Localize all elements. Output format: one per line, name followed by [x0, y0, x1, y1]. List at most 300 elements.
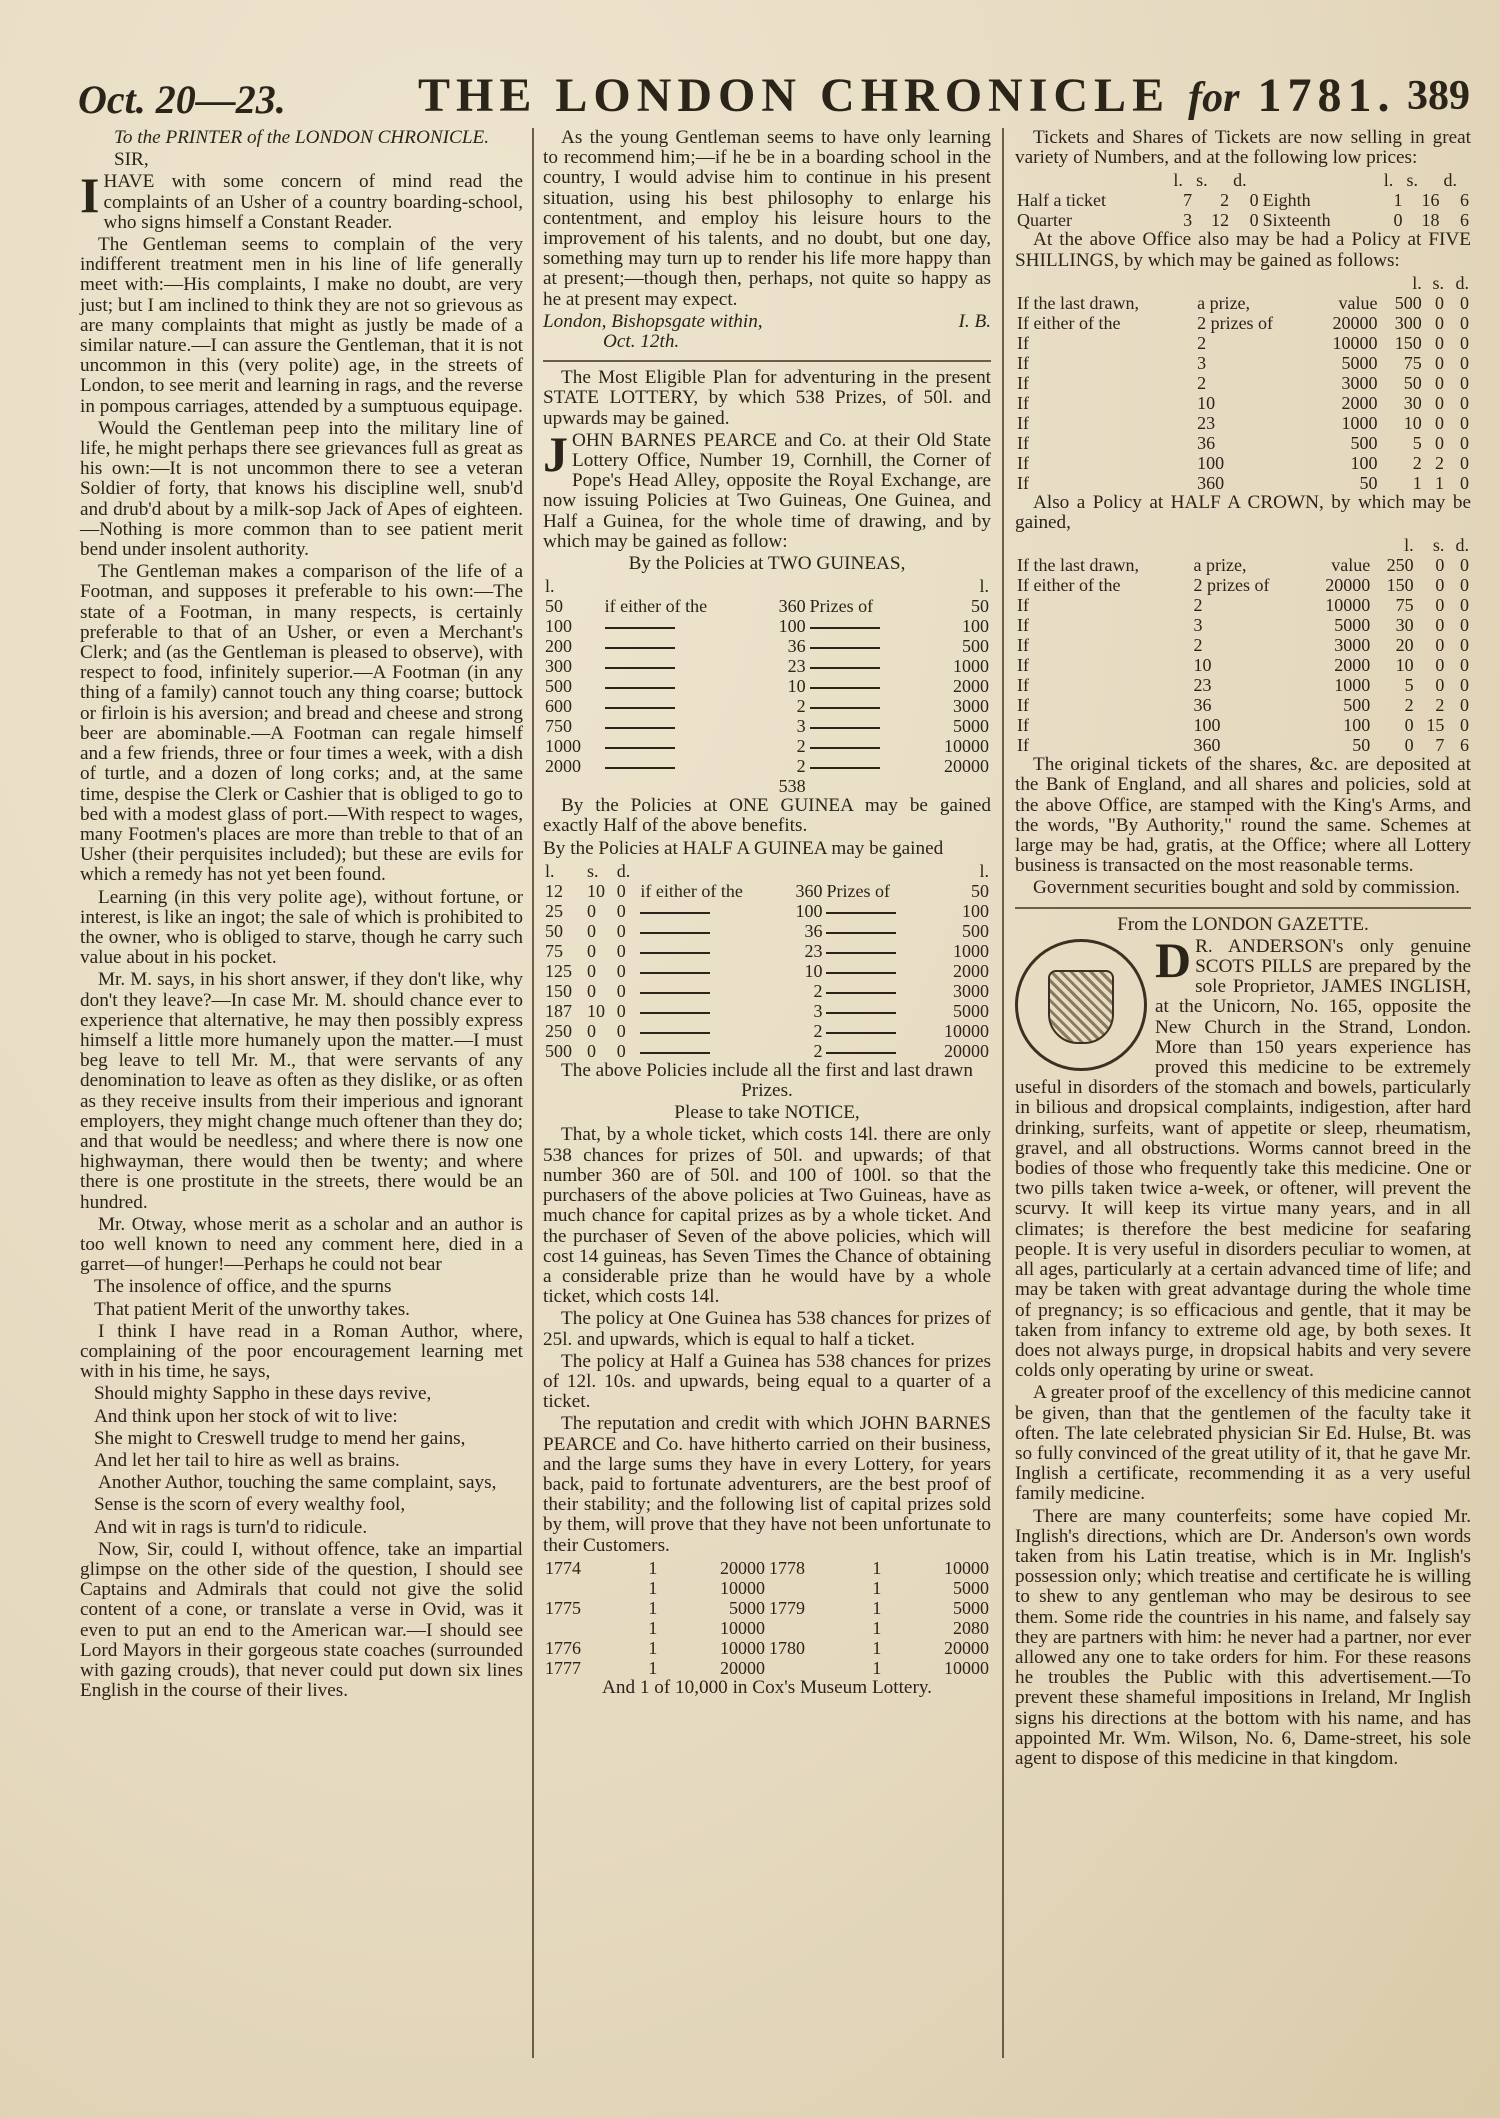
- table-cell: If: [1017, 635, 1029, 656]
- table-cell: 750: [545, 716, 572, 737]
- column-unit: l.: [545, 860, 555, 881]
- table-cell: [603, 636, 762, 656]
- drop-cap: I: [80, 167, 100, 224]
- table-cell: 300: [1394, 312, 1422, 333]
- ticket-prices-table: [1015, 170, 1471, 230]
- table-header: [1015, 273, 1471, 293]
- table-cell: 0: [1460, 695, 1469, 716]
- table-cell: If the last drawn,: [1017, 292, 1139, 313]
- table-cell: 0: [1249, 190, 1259, 211]
- table-row: [543, 1001, 991, 1021]
- table-cell: 0: [1434, 372, 1444, 393]
- table-cell: 2: [813, 1020, 823, 1041]
- notice-paragraph: The reputation and credit with which JOHN BARNES PEARCE and Co. have hitherto carried on their business, and the large sums they have in every Lottery, for years back, paid to fortunate adventurers, are the best proof of their stability; and the following list of capital prizes sold by them, will prove that they have not been unfortunate to their Customers.: [543, 1413, 991, 1556]
- table-cell: 100: [1350, 452, 1378, 473]
- table-cell: 20000: [719, 1557, 765, 1578]
- table-cell: 0: [1460, 715, 1469, 736]
- dash-rule: [640, 932, 710, 934]
- verse-line: She might to Creswell trudge to mend her gains,: [94, 1427, 466, 1449]
- table-row: [543, 776, 991, 796]
- dash-rule: [826, 912, 896, 914]
- column-unit: d.: [1455, 535, 1469, 556]
- deposit-text: The original tickets of the shares, &c. are deposited at the Bank of England, and all shares and policies, sold at the above Office, are stamped with the King's Arms, and the words, "By Authority," round the same. Schemes at large may be had, gratis, at the Office; where all Lottery business is transacted on the most reasonable terms.: [1015, 754, 1471, 877]
- table-cell: 1000: [545, 736, 581, 757]
- table-row: [1015, 333, 1471, 353]
- table-row: [543, 941, 991, 961]
- dash-rule: [605, 747, 675, 749]
- table-row: [543, 736, 991, 756]
- table-cell: 2: [1220, 190, 1230, 211]
- verse-line: The insolence of office, and the spurns: [94, 1276, 392, 1298]
- table-cell: 10000: [944, 1657, 989, 1678]
- table-cell: 2 prizes of: [1193, 575, 1270, 596]
- column-unit: d.: [1455, 272, 1469, 293]
- table-row: [543, 961, 991, 981]
- table-cell: 0: [1249, 210, 1259, 231]
- dash-rule: [810, 687, 880, 689]
- dash-rule: [640, 912, 710, 914]
- letter-paragraph: I think I have read in a Roman Author, where, complaining of the poor encouragement learning met with in his time, he says,: [80, 1320, 523, 1383]
- table-cell: [543, 1578, 631, 1598]
- table-cell: 1775: [545, 1597, 581, 1618]
- table-cell: 10000: [944, 736, 989, 757]
- table-cell: 2: [1193, 595, 1203, 616]
- table-cell: 0: [1460, 655, 1469, 676]
- table-cell: 5000: [953, 1000, 989, 1021]
- column-unit: l.: [979, 860, 989, 881]
- table-cell: [824, 941, 924, 961]
- table-cell: 0: [1460, 675, 1469, 696]
- table-cell: [808, 676, 918, 696]
- table-cell: 2: [1404, 695, 1414, 716]
- column-unit: s.: [1196, 170, 1208, 191]
- pills-paragraph: There are many counterfeits; some have copied Mr. Inglish's directions, which are Dr. Anderson's own words taken from his Latin treatise, which is in Mr. Inglish's possession only; which treatise and certificate he is willing to shew to any gentleman who may be desirous to see them. Some ride the countries in his name, and falsely say they are partners with him: he never had a partner, nor ever allowed any one to take orders for him. For these reasons he troubles the Public with this advertisement.—To prevent these shameful impositions in Ireland, Mr Inglish signs his directions at the bottom with his name, and has appointed Mr. Wm. Wilson, No. 6, Dame-street, his sole agent to dispose of this medicine in that kingdom.: [1015, 1505, 1471, 1769]
- table-cell: 10000: [719, 1577, 765, 1598]
- dash-rule: [826, 952, 896, 954]
- table-cell: 0: [1460, 332, 1469, 353]
- policies-note: The above Policies include all the first and last drawn Prizes.: [561, 1059, 973, 1102]
- two-guineas-table: [543, 576, 991, 796]
- table-cell: [824, 921, 924, 941]
- table-cell: 360: [795, 880, 823, 901]
- table-row: [1015, 453, 1471, 473]
- table-cell: 7: [1435, 735, 1445, 756]
- table-cell: 6: [1460, 735, 1469, 756]
- table-cell: If: [1017, 392, 1029, 413]
- table-cell: 75: [545, 940, 563, 961]
- table-cell: 0: [1434, 432, 1444, 453]
- table-cell: 2080: [953, 1617, 989, 1638]
- table-cell: If: [1017, 655, 1029, 676]
- table-row: [1015, 635, 1471, 655]
- table-cell: Quarter: [1017, 210, 1072, 231]
- letter-paragraph: The Gentleman seems to complain of the very indifferent treatment men in his line of life generally meet with:—His complaints, I make no doubt, are very just; but I am inclined to think they are not so grievous as are many complaints that might as justly be made of a similar nature.—I can assure the Gentleman, that it is not uncommon in this (very polite) age, in the streets of London, to see merit and learning in rags, and the reverse in pompous carriages, attended by a sumptuous equipage.: [80, 234, 523, 417]
- table-cell: [603, 736, 762, 756]
- table-cell: 0: [586, 920, 596, 941]
- table-cell: 10000: [719, 1637, 765, 1658]
- table-row: [1015, 675, 1471, 695]
- column-letter: [80, 128, 523, 1703]
- table-cell: 1: [872, 1597, 882, 1618]
- table-cell: 75: [1403, 352, 1422, 373]
- table-cell: 50: [971, 596, 989, 617]
- newspaper-title: [418, 68, 1395, 123]
- table-cell: [638, 981, 782, 1001]
- table-cell: 0: [616, 940, 626, 961]
- column-unit: l.: [979, 576, 989, 597]
- table-row: [543, 1598, 991, 1618]
- table-cell: 0: [616, 1020, 626, 1041]
- table-cell: [824, 901, 924, 921]
- table-cell: 20000: [1325, 575, 1371, 596]
- lottery-intro: [543, 425, 991, 552]
- notice-paragraph: The policy at One Guinea has 538 chances for prizes of 25l. and upwards, which is equal to half a ticket.: [543, 1308, 991, 1350]
- table-cell: 5000: [728, 1597, 765, 1618]
- table-cell: 0: [1434, 352, 1444, 373]
- table-cell: 1780: [768, 1637, 805, 1658]
- table-cell: If: [1017, 615, 1029, 636]
- table-cell: 20000: [944, 1040, 989, 1061]
- pills-paragraph: [1015, 931, 1471, 1382]
- table-cell: [638, 1041, 782, 1061]
- table-cell: 20000: [719, 1657, 765, 1678]
- table-cell: [638, 961, 782, 981]
- table-cell: 1000: [953, 940, 989, 961]
- title-for: for: [1188, 75, 1240, 121]
- table-cell: [824, 1021, 924, 1041]
- table-row: [543, 596, 991, 616]
- table-cell: 36: [787, 636, 806, 657]
- table-cell: 10000: [1325, 595, 1371, 616]
- dash-rule: [826, 1052, 896, 1054]
- table-cell: 1: [648, 1657, 658, 1678]
- table-cell: 0: [1435, 575, 1445, 596]
- table-cell: 2000: [953, 676, 989, 697]
- table-row: [1015, 393, 1471, 413]
- table-cell: 0: [1434, 412, 1444, 433]
- table-cell: 100: [962, 616, 989, 637]
- column-unit: s.: [1406, 170, 1418, 191]
- table-cell: 125: [545, 960, 572, 981]
- table-row: [1015, 433, 1471, 453]
- table-cell: [603, 676, 762, 696]
- title-text: THE LONDON CHRONICLE: [418, 69, 1171, 122]
- table-cell: 0: [1404, 715, 1414, 736]
- dash-rule: [810, 727, 880, 729]
- table-cell: 1: [1412, 472, 1422, 493]
- column-unit: l.: [1404, 535, 1414, 556]
- verse-line: Should mighty Sappho in these days revive,: [94, 1383, 432, 1405]
- table-cell: 1: [872, 1617, 882, 1638]
- table-cell: 0: [586, 940, 596, 961]
- table-cell: 1000: [953, 656, 989, 677]
- table-cell: 23: [1197, 412, 1216, 433]
- table-cell: 36: [804, 920, 823, 941]
- gazette-header: From the LONDON GAZETTE.: [1117, 913, 1369, 935]
- table-cell: If: [1017, 472, 1029, 493]
- table-cell: 500: [962, 920, 989, 941]
- one-guinea-text: By the Policies at ONE GUINEA may be gained exactly Half of the above benefits.: [543, 795, 991, 837]
- table-cell: 2000: [1341, 392, 1378, 413]
- column-unit: l.: [545, 576, 555, 597]
- table-cell: 0: [1460, 472, 1469, 493]
- dash-rule: [640, 952, 710, 954]
- table-cell: 600: [545, 696, 572, 717]
- table-cell: If either of the: [1017, 575, 1121, 596]
- column-unit: d.: [1233, 170, 1247, 191]
- table-cell: 1: [648, 1577, 658, 1598]
- table-row: [543, 1658, 991, 1678]
- column-rule-1: [532, 128, 534, 2058]
- table-cell: 0: [1393, 210, 1403, 231]
- table-row: [543, 636, 991, 656]
- dash-rule: [810, 707, 880, 709]
- table-row: [543, 1041, 991, 1061]
- table-row: [1015, 715, 1471, 735]
- table-cell: 3: [796, 716, 806, 737]
- table-cell: 10: [804, 960, 823, 981]
- table-cell: 150: [545, 980, 572, 1001]
- table-cell: 0: [1435, 595, 1445, 616]
- table-cell: If: [1017, 412, 1029, 433]
- table-cell: [824, 1041, 924, 1061]
- table-cell: 2: [1435, 695, 1445, 716]
- table-cell: 0: [586, 1040, 596, 1061]
- table-cell: Sixteenth: [1262, 210, 1331, 231]
- table-row: [543, 1558, 991, 1578]
- dash-rule: [826, 972, 896, 974]
- table-cell: 0: [1435, 555, 1445, 576]
- table-cell: 250: [545, 1020, 572, 1041]
- table-cell: 10: [1403, 412, 1422, 433]
- table-cell: 0: [616, 920, 626, 941]
- five-shillings-heading: At the above Office also may be had a Policy at FIVE SHILLINGS, by which may be gained as follows:: [1015, 229, 1471, 271]
- table-cell: [824, 1001, 924, 1021]
- table-cell: if either of the: [640, 880, 743, 901]
- table-cell: 0: [1435, 615, 1445, 636]
- table-row: [543, 716, 991, 736]
- letter-salutation: SIR,: [114, 149, 149, 171]
- half-guinea-table: [543, 861, 991, 1061]
- table-cell: 187: [545, 1000, 572, 1021]
- verse-line: That patient Merit of the unworthy takes.: [94, 1298, 410, 1320]
- table-cell: 30: [1395, 615, 1414, 636]
- table-cell: 10000: [719, 1617, 765, 1638]
- column-tickets: [1015, 128, 1471, 1771]
- table-total: 538: [778, 776, 806, 797]
- table-cell: If: [1017, 452, 1029, 473]
- dash-rule: [826, 992, 896, 994]
- table-cell: 500: [962, 636, 989, 657]
- table-cell: 12: [1211, 210, 1230, 231]
- table-cell: 0: [1460, 392, 1469, 413]
- table-row: [543, 1578, 991, 1598]
- table-cell: 10: [787, 676, 806, 697]
- table-cell: [808, 616, 918, 636]
- table-row: [1015, 655, 1471, 675]
- letter-signature: [543, 312, 991, 332]
- table-cell: 5000: [953, 1597, 989, 1618]
- table-row: [1015, 313, 1471, 333]
- table-row: [1015, 293, 1471, 313]
- column-unit: l.: [1412, 272, 1422, 293]
- table-cell: [824, 961, 924, 981]
- table-cell: 5: [1404, 675, 1414, 696]
- table-cell: [638, 941, 782, 961]
- table-cell: 500: [1350, 432, 1378, 453]
- table-cell: 0: [1460, 615, 1469, 636]
- table-cell: [767, 1618, 855, 1638]
- verse-line: And let her tail to hire as well as brains.: [94, 1450, 400, 1471]
- table-cell: 0: [1460, 555, 1469, 576]
- table-cell: Eighth: [1262, 190, 1311, 211]
- table-cell: 1: [648, 1617, 658, 1638]
- table-cell: 1777: [545, 1657, 581, 1678]
- table-cell: 1: [1434, 472, 1444, 493]
- table-cell: 100: [795, 900, 823, 921]
- table-cell: if either of the: [604, 596, 708, 617]
- table-cell: If either of the: [1017, 312, 1121, 333]
- table-row: [1015, 615, 1471, 635]
- table-cell: If: [1017, 675, 1029, 696]
- table-cell: [543, 1618, 631, 1638]
- table-cell: Prizes of: [809, 596, 874, 617]
- table-cell: 2: [1434, 452, 1444, 473]
- table-row: [543, 616, 991, 636]
- table-cell: 5000: [953, 1577, 989, 1598]
- table-cell: 0: [1434, 292, 1444, 313]
- table-cell: 30: [1403, 392, 1422, 413]
- dash-rule: [605, 707, 675, 709]
- table-cell: 10: [1193, 655, 1212, 676]
- table-cell: 0: [1460, 292, 1469, 313]
- table-cell: 3: [1197, 352, 1207, 373]
- table-cell: 12: [545, 880, 563, 901]
- table-row: [543, 1618, 991, 1638]
- letter-paragraph: As the young Gentleman seems to have only learning to recommend him;—if he be in a boarding school in the country, I would advise him to continue in his present situation, using his best philosophy to enlarge his contentment, and employ his leisure hours to the improvement of his talents, and no doubt, but one day, something may turn up to render his life more happy than at present;—though then, perhaps, not quite so happy as he at present may expect.: [543, 127, 991, 310]
- table-cell: 0: [1404, 735, 1414, 756]
- table-header: [543, 861, 991, 881]
- table-cell: 0: [1460, 312, 1469, 333]
- table-row: [543, 1638, 991, 1658]
- table-cell: 1779: [768, 1597, 805, 1618]
- table-cell: If: [1017, 735, 1029, 756]
- table-row: [543, 656, 991, 676]
- table-row: [1015, 353, 1471, 373]
- table-cell: 1000: [1334, 675, 1371, 696]
- table-cell: 50: [545, 920, 563, 941]
- section-rule: [543, 360, 991, 362]
- table-cell: 100: [1343, 715, 1371, 736]
- table-cell: [638, 901, 782, 921]
- table-cell: 3000: [1341, 372, 1378, 393]
- table-cell: [638, 1021, 782, 1041]
- half-guinea-heading: By the Policies at HALF A GUINEA may be gained: [543, 837, 944, 859]
- table-row: [543, 901, 991, 921]
- column-unit: d.: [1443, 170, 1457, 191]
- table-cell: 100: [1193, 715, 1221, 736]
- table-cell: 2: [1197, 332, 1207, 353]
- notice-paragraph: That, by a whole ticket, which costs 14l. there are only 538 chances for prizes of 50l. and upwards; of that number 360 are of 50l. and 100 of 100l. so that the purchasers of the above policies at Two Guineas, have as much chance for capital prizes as by a whole ticket. And the purchaser of Seven of the above policies, which will cost 14 guineas, has Seven Times the Chance of obtaining a considerable prize than he would have by a whole ticket, which costs 14l.: [543, 1124, 991, 1308]
- table-row: [1015, 735, 1471, 755]
- table-cell: 0: [616, 960, 626, 981]
- table-cell: [603, 696, 762, 716]
- table-cell: [603, 616, 762, 636]
- table-cell: 0: [616, 900, 626, 921]
- table-cell: 3000: [953, 696, 989, 717]
- table-cell: 20000: [944, 1637, 989, 1658]
- table-cell: If: [1017, 432, 1029, 453]
- table-cell: 5000: [1334, 615, 1371, 636]
- table-cell: 1: [648, 1637, 658, 1658]
- column-rule-2: [1002, 128, 1004, 2058]
- table-cell: 5000: [1341, 352, 1378, 373]
- table-cell: 2: [813, 1040, 823, 1061]
- table-cell: [808, 636, 918, 656]
- table-cell: 2000: [1334, 655, 1371, 676]
- table-cell: 360: [1197, 472, 1225, 493]
- table-cell: 200: [545, 636, 572, 657]
- table-row: [1015, 210, 1471, 230]
- table-cell: 16: [1421, 190, 1440, 211]
- table-cell: 6: [1460, 210, 1469, 231]
- table-cell: 5: [1412, 432, 1422, 453]
- letter-paragraph: Now, Sir, could I, without offence, take an impartial glimpse on the other side of the question, I should see Captains and Admirals that could not give the solid content of a cone, or translate a verse in Ovid, was it even to put an end to the American war.—I should see Lord Mayors in their gorgeous state coaches (surrounded with gazing crouds), that never could put down six lines English in the course of their lives.: [80, 1538, 523, 1702]
- table-cell: 0: [1460, 452, 1469, 473]
- table-cell: [808, 736, 918, 756]
- table-cell: 0: [1460, 372, 1469, 393]
- table-cell: 0: [1460, 352, 1469, 373]
- table-cell: 20000: [1332, 312, 1378, 333]
- table-row: [1015, 595, 1471, 615]
- letter-paragraph: Mr. Otway, whose merit as a scholar and an author is too well known to need any comment here, died in a garret—of hunger!—Perhaps he could not bear: [80, 1213, 523, 1276]
- two-guineas-heading: By the Policies at TWO GUINEAS,: [628, 553, 906, 575]
- five-shillings-table: [1015, 273, 1471, 493]
- table-cell: 10: [586, 1000, 605, 1021]
- table-row: [543, 756, 991, 776]
- table-cell: 10000: [1332, 332, 1378, 353]
- table-cell: 1774: [545, 1557, 581, 1578]
- table-header: [1015, 170, 1471, 190]
- table-cell: 3000: [1334, 635, 1371, 656]
- table-cell: 0: [1460, 432, 1469, 453]
- table-cell: 1: [648, 1557, 658, 1578]
- table-cell: 1: [872, 1637, 882, 1658]
- column-unit: s.: [1432, 535, 1445, 556]
- table-cell: 6: [1460, 190, 1469, 211]
- dash-rule: [810, 767, 880, 769]
- table-cell: value: [1331, 555, 1371, 576]
- table-cell: If: [1017, 715, 1029, 736]
- table-row: [1015, 473, 1471, 493]
- letter-paragraph: Would the Gentleman peep into the military line of life, he might perhaps there see grievances full as great as his own:—It is not uncommon there to see a veteran Soldier of forty, that knows his discipline well, snub'd and drub'd about by a milk-sop Jack of Apes of eighteen.—Nothing is more common than to see patient merit bend under insolent authority.: [80, 417, 523, 561]
- signature-date: Oct. 12th.: [603, 331, 680, 353]
- table-cell: 50: [1359, 472, 1378, 493]
- table-cell: 1: [648, 1597, 658, 1618]
- table-cell: 50: [545, 596, 563, 617]
- table-cell: 1000: [1341, 412, 1378, 433]
- table-cell: [808, 696, 918, 716]
- column-unit: s.: [1432, 272, 1444, 293]
- table-cell: 23: [1193, 675, 1212, 696]
- government-text: Government securities bought and sold by commission.: [1033, 877, 1460, 899]
- table-cell: If: [1017, 372, 1029, 393]
- letter-paragraph: Learning (in this very polite age), without fortune, or interest, is like an ingot; the sale of which is prohibited to the owner, who is obliged to starve, though he carry such value about in his pocket.: [80, 886, 523, 969]
- table-cell: 360: [1193, 735, 1221, 756]
- table-cell: 3: [813, 1000, 823, 1021]
- table-cell: 7: [1183, 190, 1193, 211]
- dash-rule: [826, 932, 896, 934]
